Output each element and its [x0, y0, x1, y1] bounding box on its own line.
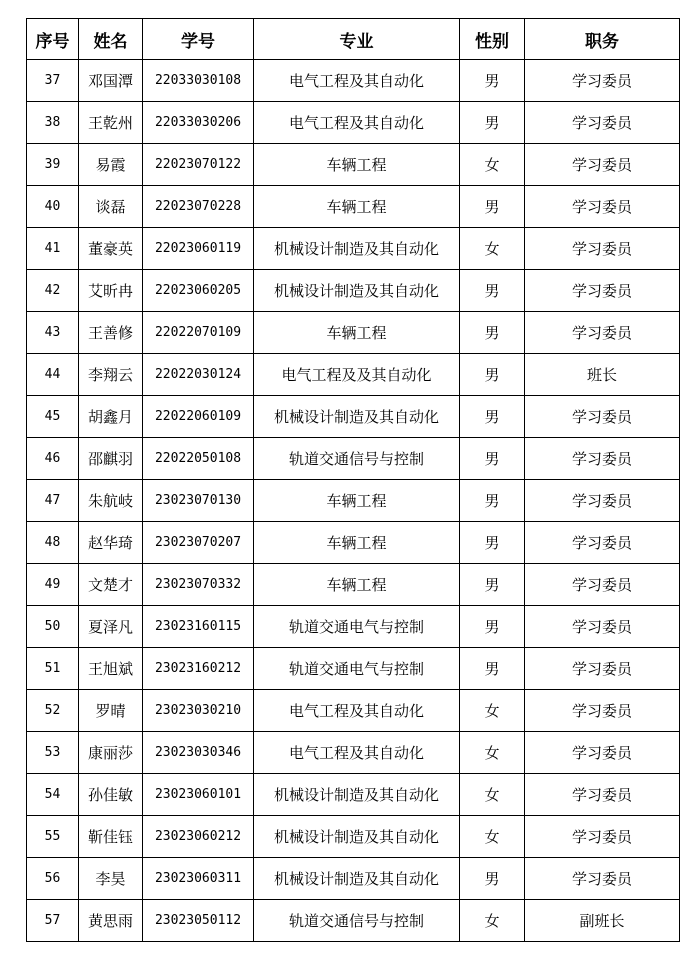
- cell-major: 机械设计制造及其自动化: [254, 228, 460, 270]
- table-row: [27, 732, 680, 774]
- cell-student-id: 23023070332: [143, 564, 254, 606]
- cell-major: 轨道交通电气与控制: [254, 648, 460, 690]
- cell-major: 轨道交通信号与控制: [254, 438, 460, 480]
- cell-gender: 女: [460, 732, 525, 774]
- cell-gender: 男: [460, 480, 525, 522]
- cell-position: 学习委员: [525, 732, 680, 774]
- cell-major: 车辆工程: [254, 312, 460, 354]
- table-row: [27, 522, 680, 564]
- cell-student-id: 23023030346: [143, 732, 254, 774]
- cell-name: 文楚才: [79, 564, 143, 606]
- table-row: [27, 354, 680, 396]
- table-row: [27, 480, 680, 522]
- cell-name: 夏泽凡: [79, 606, 143, 648]
- cell-name: 邓国潭: [79, 60, 143, 102]
- cell-gender: 男: [460, 606, 525, 648]
- cell-position: 学习委员: [525, 606, 680, 648]
- cell-position: 学习委员: [525, 312, 680, 354]
- cell-seq: 38: [27, 102, 79, 144]
- cell-student-id: 23023030210: [143, 690, 254, 732]
- cell-name: 罗晴: [79, 690, 143, 732]
- cell-major: 机械设计制造及其自动化: [254, 816, 460, 858]
- cell-name: 谈磊: [79, 186, 143, 228]
- cell-major: 机械设计制造及其自动化: [254, 858, 460, 900]
- cell-position: 学习委员: [525, 396, 680, 438]
- table-row: [27, 564, 680, 606]
- cell-major: 电气工程及其自动化: [254, 102, 460, 144]
- table-row: [27, 774, 680, 816]
- header-student-id: 学号: [143, 19, 254, 60]
- cell-seq: 44: [27, 354, 79, 396]
- cell-position: 学习委员: [525, 144, 680, 186]
- cell-student-id: 22033030206: [143, 102, 254, 144]
- cell-name: 邵麒羽: [79, 438, 143, 480]
- table-row: [27, 312, 680, 354]
- cell-student-id: 23023070207: [143, 522, 254, 564]
- cell-position: 学习委员: [525, 60, 680, 102]
- cell-gender: 男: [460, 858, 525, 900]
- table-row: [27, 228, 680, 270]
- cell-major: 机械设计制造及其自动化: [254, 396, 460, 438]
- cell-name: 董豪英: [79, 228, 143, 270]
- cell-gender: 女: [460, 900, 525, 942]
- cell-major: 车辆工程: [254, 522, 460, 564]
- cell-student-id: 23023050112: [143, 900, 254, 942]
- cell-major: 电气工程及其自动化: [254, 60, 460, 102]
- cell-gender: 男: [460, 102, 525, 144]
- cell-position: 学习委员: [525, 102, 680, 144]
- table-row: [27, 816, 680, 858]
- table-row: [27, 858, 680, 900]
- cell-position: 班长: [525, 354, 680, 396]
- header-major: 专业: [254, 19, 460, 60]
- header-seq: 序号: [27, 19, 79, 60]
- cell-major: 车辆工程: [254, 144, 460, 186]
- cell-gender: 女: [460, 690, 525, 732]
- cell-student-id: 22022060109: [143, 396, 254, 438]
- table-row: [27, 606, 680, 648]
- cell-gender: 女: [460, 228, 525, 270]
- cell-name: 靳佳钰: [79, 816, 143, 858]
- cell-student-id: 22023060205: [143, 270, 254, 312]
- cell-student-id: 23023060212: [143, 816, 254, 858]
- table-row: [27, 690, 680, 732]
- header-name: 姓名: [79, 19, 143, 60]
- cell-name: 赵华琦: [79, 522, 143, 564]
- cell-major: 机械设计制造及其自动化: [254, 774, 460, 816]
- table-row: [27, 270, 680, 312]
- cell-position: 学习委员: [525, 522, 680, 564]
- cell-student-id: 22023070122: [143, 144, 254, 186]
- cell-seq: 56: [27, 858, 79, 900]
- cell-position: 学习委员: [525, 480, 680, 522]
- cell-name: 艾昕冉: [79, 270, 143, 312]
- cell-gender: 男: [460, 354, 525, 396]
- cell-seq: 52: [27, 690, 79, 732]
- cell-gender: 女: [460, 144, 525, 186]
- cell-name: 胡鑫月: [79, 396, 143, 438]
- cell-seq: 40: [27, 186, 79, 228]
- header-gender: 性别: [460, 19, 525, 60]
- cell-position: 学习委员: [525, 648, 680, 690]
- cell-seq: 41: [27, 228, 79, 270]
- cell-seq: 55: [27, 816, 79, 858]
- table-row: [27, 60, 680, 102]
- cell-seq: 42: [27, 270, 79, 312]
- cell-position: 学习委员: [525, 816, 680, 858]
- cell-student-id: 22023070228: [143, 186, 254, 228]
- cell-name: 康丽莎: [79, 732, 143, 774]
- table-row: [27, 144, 680, 186]
- cell-major: 轨道交通信号与控制: [254, 900, 460, 942]
- cell-student-id: 22022030124: [143, 354, 254, 396]
- table-row: [27, 648, 680, 690]
- cell-position: 学习委员: [525, 858, 680, 900]
- cell-name: 孙佳敏: [79, 774, 143, 816]
- cell-position: 学习委员: [525, 774, 680, 816]
- cell-gender: 女: [460, 774, 525, 816]
- table-row: [27, 900, 680, 942]
- cell-seq: 45: [27, 396, 79, 438]
- cell-major: 电气工程及及其自动化: [254, 354, 460, 396]
- cell-major: 车辆工程: [254, 564, 460, 606]
- cell-name: 王乾州: [79, 102, 143, 144]
- cell-name: 李翔云: [79, 354, 143, 396]
- cell-student-id: 23023060311: [143, 858, 254, 900]
- cell-position: 学习委员: [525, 186, 680, 228]
- cell-seq: 43: [27, 312, 79, 354]
- header-position: 职务: [525, 19, 680, 60]
- cell-name: 王旭斌: [79, 648, 143, 690]
- cell-position: 副班长: [525, 900, 680, 942]
- cell-position: 学习委员: [525, 564, 680, 606]
- cell-seq: 50: [27, 606, 79, 648]
- cell-gender: 男: [460, 564, 525, 606]
- cell-gender: 男: [460, 186, 525, 228]
- cell-seq: 57: [27, 900, 79, 942]
- cell-gender: 男: [460, 522, 525, 564]
- cell-student-id: 23023160212: [143, 648, 254, 690]
- cell-major: 车辆工程: [254, 186, 460, 228]
- cell-major: 轨道交通电气与控制: [254, 606, 460, 648]
- cell-student-id: 23023070130: [143, 480, 254, 522]
- cell-gender: 男: [460, 396, 525, 438]
- cell-seq: 54: [27, 774, 79, 816]
- cell-seq: 53: [27, 732, 79, 774]
- cell-student-id: 22022050108: [143, 438, 254, 480]
- cell-name: 黄思雨: [79, 900, 143, 942]
- cell-major: 电气工程及其自动化: [254, 690, 460, 732]
- table-row: [27, 102, 680, 144]
- cell-name: 李昊: [79, 858, 143, 900]
- cell-gender: 女: [460, 816, 525, 858]
- cell-student-id: 22022070109: [143, 312, 254, 354]
- table-row: [27, 396, 680, 438]
- cell-seq: 49: [27, 564, 79, 606]
- cell-student-id: 22023060119: [143, 228, 254, 270]
- cell-student-id: 23023160115: [143, 606, 254, 648]
- cell-student-id: 22033030108: [143, 60, 254, 102]
- cell-position: 学习委员: [525, 270, 680, 312]
- cell-seq: 51: [27, 648, 79, 690]
- cell-name: 易霞: [79, 144, 143, 186]
- class-officer-table: [26, 18, 680, 942]
- table-row: [27, 186, 680, 228]
- cell-name: 朱航岐: [79, 480, 143, 522]
- header-row: [27, 19, 680, 60]
- cell-position: 学习委员: [525, 690, 680, 732]
- cell-position: 学习委员: [525, 228, 680, 270]
- cell-seq: 47: [27, 480, 79, 522]
- cell-major: 机械设计制造及其自动化: [254, 270, 460, 312]
- cell-gender: 男: [460, 270, 525, 312]
- cell-gender: 男: [460, 60, 525, 102]
- cell-seq: 37: [27, 60, 79, 102]
- table-row: [27, 438, 680, 480]
- cell-name: 王善修: [79, 312, 143, 354]
- cell-position: 学习委员: [525, 438, 680, 480]
- cell-seq: 39: [27, 144, 79, 186]
- cell-gender: 男: [460, 438, 525, 480]
- cell-major: 电气工程及其自动化: [254, 732, 460, 774]
- cell-gender: 男: [460, 648, 525, 690]
- cell-student-id: 23023060101: [143, 774, 254, 816]
- cell-gender: 男: [460, 312, 525, 354]
- cell-seq: 46: [27, 438, 79, 480]
- cell-major: 车辆工程: [254, 480, 460, 522]
- cell-seq: 48: [27, 522, 79, 564]
